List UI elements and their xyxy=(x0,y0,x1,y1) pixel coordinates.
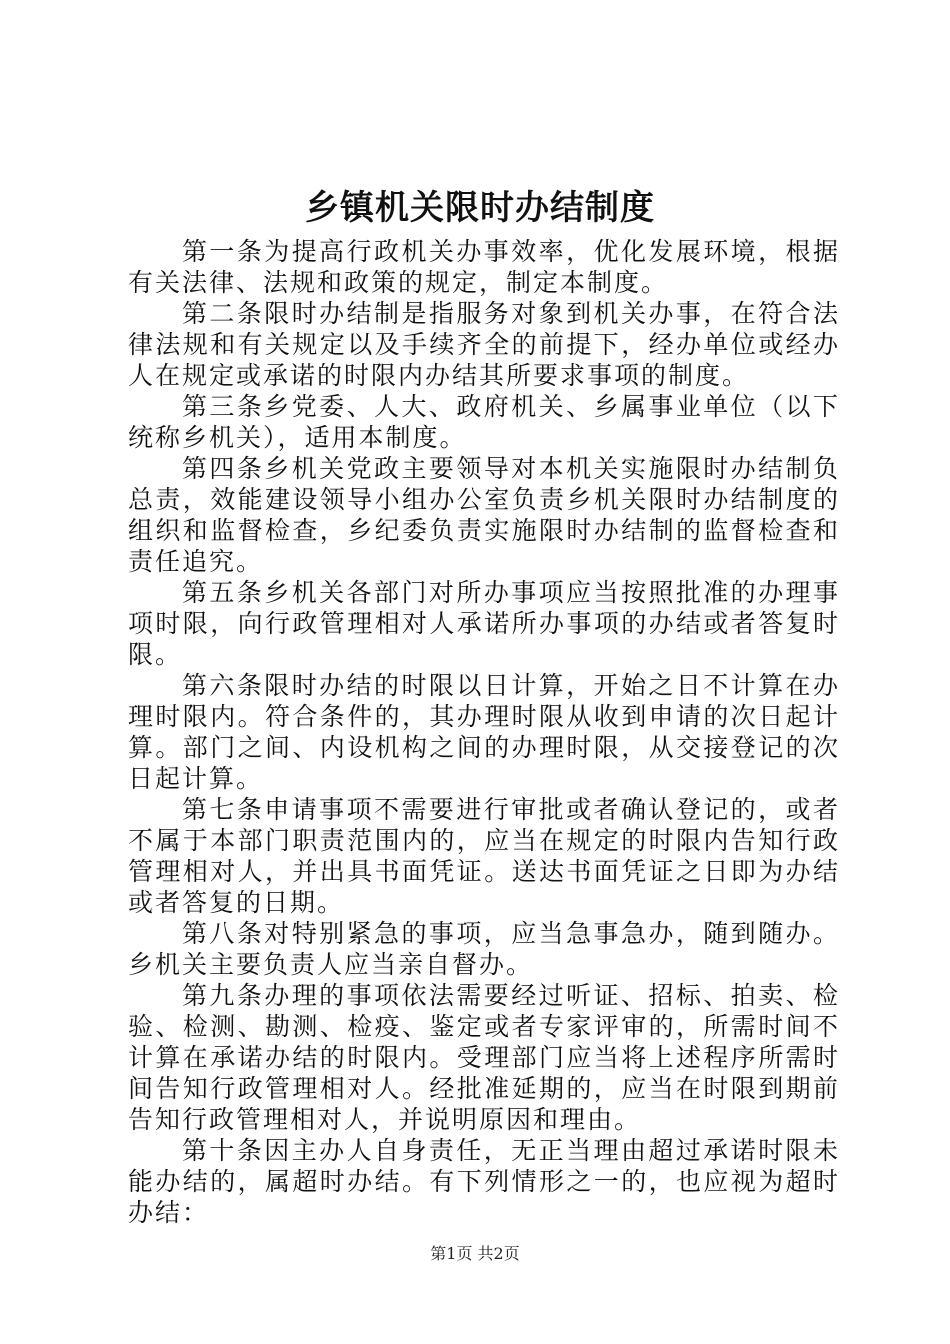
article-3-paragraph: 第三条乡党委、人大、政府机关、乡属事业单位（以下统称乡机关），适用本制度。 xyxy=(128,392,840,452)
document-body xyxy=(128,236,840,1228)
article-6-paragraph: 第六条限时办结的时限以日计算，开始之日不计算在办理时限内。符合条件的，其办理时限从收到申请的次日起计算。部门之间、内设机构之间的办理时限，从交接登记的次日起计算。 xyxy=(128,671,840,793)
page-number-footer: 第1页 共2页 xyxy=(430,1244,520,1263)
document-title: 乡镇机关限时办结制度 xyxy=(305,188,655,228)
article-10-paragraph: 第十条因主办人自身责任，无正当理由超过承诺时限未能办结的，属超时办结。有下列情形之一的，也应视为超时办结： xyxy=(128,1136,840,1227)
article-1-paragraph: 第一条为提高行政机关办事效率，优化发展环境，根据有关法律、法规和政策的规定，制定本制度。 xyxy=(128,237,840,297)
article-4-paragraph: 第四条乡机关党政主要领导对本机关实施限时办结制负总责，效能建设领导小组办公室负责乡机关限时办结制度的组织和监督检查，乡纪委负责实施限时办结制的监督检查和责任追究。 xyxy=(128,454,840,576)
article-7-paragraph: 第七条申请事项不需要进行审批或者确认登记的，或者不属于本部门职责范围内的，应当在规定的时限内告知行政管理相对人，并出具书面凭证。送达书面凭证之日即为办结或者答复的日期。 xyxy=(128,795,840,917)
article-9-paragraph: 第九条办理的事项依法需要经过听证、招标、拍卖、检验、检测、勘测、检疫、鉴定或者专家评审的，所需时间不计算在承诺办结的时限内。受理部门应当将上述程序所需时间告知行政管理相对人。经批准延期的，应当在时限到期前告知行政管理相对人，并说明原因和理由。 xyxy=(128,981,840,1134)
article-5-paragraph: 第五条乡机关各部门对所办事项应当按照批准的办理事项时限，向行政管理相对人承诺所办事项的办结或者答复时限。 xyxy=(128,578,840,669)
article-2-paragraph: 第二条限时办结制是指服务对象到机关办事，在符合法律法规和有关规定以及手续齐全的前提下，经办单位或经办人在规定或承诺的时限内办结其所要求事项的制度。 xyxy=(128,299,840,390)
article-8-paragraph: 第八条对特别紧急的事项，应当急事急办，随到随办。乡机关主要负责人应当亲自督办。 xyxy=(128,919,840,979)
